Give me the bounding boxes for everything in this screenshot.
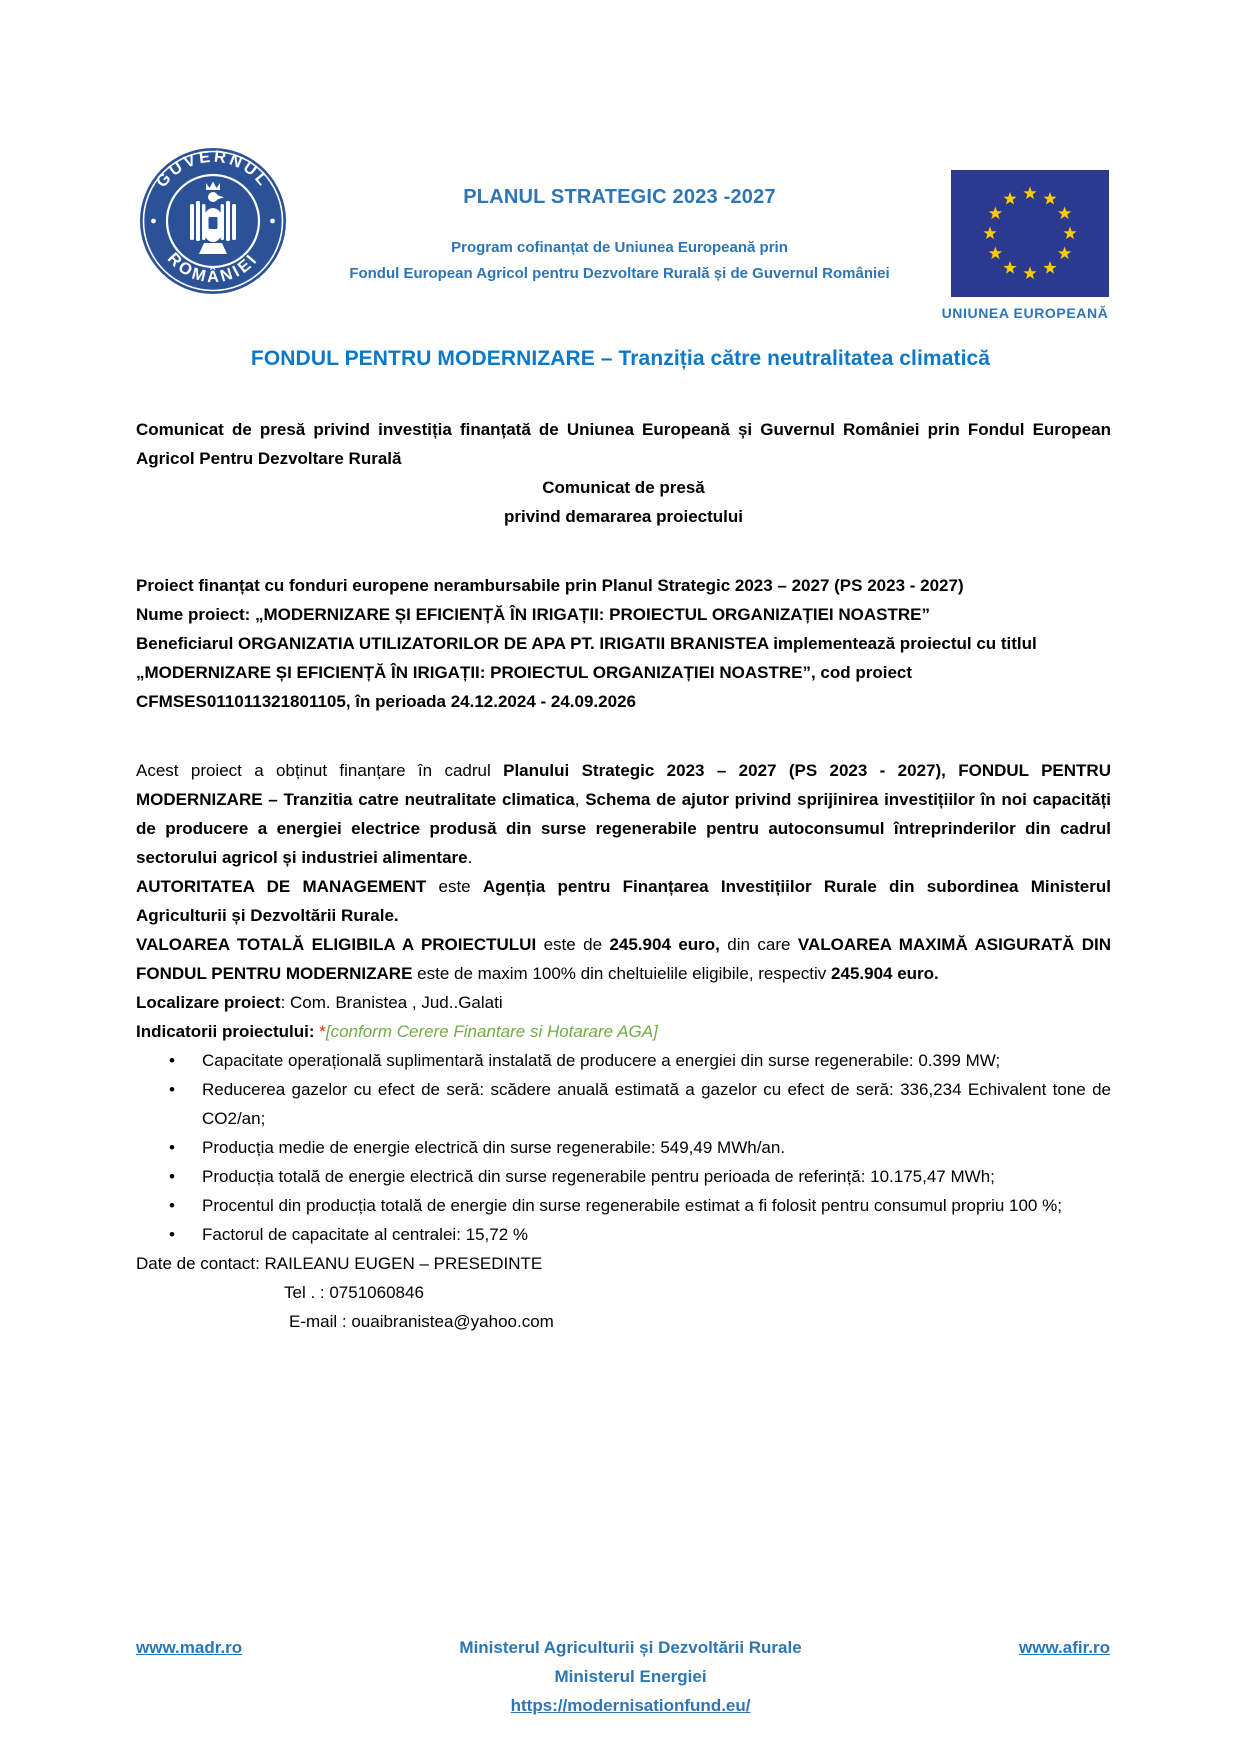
press-release-center-subtitle: privind demararea proiectului	[503, 507, 743, 526]
funding-seg-bold-2: Schema de ajutor privind sprijinirea investițiilor în noi capacități de producere a energiei electrice produsă din surse regenerabile pentru autoconsumul întreprinderilor din cadrul sectorului agricol și industriei alimentare	[136, 790, 1112, 867]
value-seg-regular-2: din care	[719, 935, 798, 954]
press-intro-paragraph: Comunicat de presă privind investiția finanțată de Uniunea Europeană și Guvernul României prin Fondul European Agricol Pentru Dezvoltare Rurală	[136, 420, 1111, 468]
indicator-item-capacity: • Capacitate operațională suplimentară instalată de producere a energiei din surse regenerabile: 0.399 MW;	[202, 1046, 1111, 1075]
authority-name: Agenția pentru Finanțarea Investițiilor Rurale din subordinea Ministerul Agriculturii și Dezvoltării Rurale.	[136, 877, 1111, 925]
indicators-list	[136, 1046, 1111, 1249]
funding-seg-regular-1: Acest proiect a obținut finanțare în cadrul	[136, 761, 504, 780]
document-body	[0, 415, 1241, 1336]
value-amount-1: 245.904 euro,	[609, 935, 720, 954]
contact-phone-line: Tel . : 0751060846	[284, 1283, 424, 1302]
location-paragraph	[136, 988, 1111, 1017]
project-beneficiary-line: Beneficiarul ORGANIZATIA UTILIZATORILOR DE APA PT. IRIGATII BRANISTEA implementează proiectul cu titlul „MODERNIZARE ȘI EFICIENȚĂ ÎN IRIGAȚII: PROIECTUL ORGANIZAȚIEI NOASTRE”, cod proiect CFMSES011011321801105, în perioada 24.12.2024 - 24.09.2026	[136, 634, 1037, 711]
project-name-line: Nume proiect: „MODERNIZARE ȘI EFICIENȚĂ ÎN IRIGAȚII: PROIECTUL ORGANIZAȚIEI NOASTRE”	[136, 605, 930, 624]
document-header	[0, 0, 1241, 321]
funding-paragraph	[136, 756, 1111, 872]
eu-flag-block	[941, 170, 1113, 321]
indicator-item-ghg: • Reducerea gazelor cu efect de seră: scădere anuală estimată a gazelor cu efect de seră: 336,234 Echivalent tone de CO2/an;	[202, 1075, 1111, 1133]
contact-email-line: E-mail : ouaibranistea@yahoo.com	[289, 1312, 554, 1331]
funding-seg-regular-3: .	[467, 848, 473, 867]
funding-seg-regular-2: ,	[574, 790, 586, 809]
eu-label: UNIUNEA EUROPEANĂ	[941, 305, 1109, 321]
value-amount-2: 245.904 euro.	[831, 964, 939, 983]
location-value: : Com. Branistea , Jud..Galati	[280, 993, 503, 1012]
indicators-paragraph	[136, 1017, 1111, 1046]
ministry-agriculture-label: Ministerul Agriculturii și Dezvoltării Rurale	[459, 1638, 802, 1657]
indicator-item-self-consumption: • Procentul din producția totală de energie din surse regenerabile estimat a fi folosit pentru consumul propriu 100 %;	[202, 1191, 1111, 1220]
document-title: FONDUL PENTRU MODERNIZARE – Tranziția către neutralitatea climatică	[250, 347, 991, 370]
document-footer	[0, 1638, 1241, 1716]
indicators-asterisk: *	[319, 1022, 326, 1041]
location-label: Localizare proiect	[136, 993, 281, 1012]
funding-seg-bold-1: Planului Strategic 2023 – 2027 (PS 2023 - 2027), FONDUL PENTRU MODERNIZARE – Tranzitia catre neutralitate climatica	[136, 761, 1111, 809]
indicator-item-avg-production: • Producția medie de energie electrică din surse regenerabile: 549,49 MWh/an.	[202, 1133, 1111, 1162]
value-seg-regular-3: este de maxim 100% din cheltuielile eligibile, respectiv	[412, 964, 832, 983]
indicators-label: Indicatorii proiectului:	[136, 1022, 320, 1041]
strategic-plan-title: PLANUL STRATEGIC 2023 -2027	[463, 186, 776, 208]
project-funding-line: Proiect finanțat cu fonduri europene nerambursabile prin Planul Strategic 2023 – 2027 (PS 2023 - 2027)	[136, 576, 964, 595]
press-release-center-title: Comunicat de presă	[542, 478, 705, 497]
guvernul-romaniei-seal-icon	[138, 146, 288, 296]
indicators-note: [conform Cerere Finantare si Hotarare AGA]	[325, 1022, 658, 1041]
authority-label: AUTORITATEA DE MANAGEMENT	[136, 877, 427, 896]
contact-name-line: Date de contact: RAILEANU EUGEN – PRESEDINTE	[136, 1254, 543, 1273]
authority-paragraph	[136, 872, 1111, 930]
value-label: VALOAREA TOTALĂ ELIGIBILA A PROIECTULUI	[136, 935, 537, 954]
ministry-energy-label: Ministerul Energiei	[554, 1667, 707, 1686]
value-seg-regular-1: este de	[536, 935, 610, 954]
seal-bottom-text: ROMÂNIEI	[163, 249, 263, 287]
project-info-block	[136, 571, 1111, 716]
modernisation-fund-link[interactable]: https://modernisationfund.eu/	[510, 1696, 751, 1715]
footer-center-block	[242, 1638, 1019, 1716]
afir-link[interactable]: www.afir.ro	[1018, 1638, 1110, 1657]
indicator-item-capacity-factor: • Factorul de capacitate al centralei: 15,72 %	[202, 1220, 1111, 1249]
header-subtitle-2: Fondul European Agricol pentru Dezvoltare Rurală și de Guvernul României	[349, 265, 890, 282]
seal-top-text: GUVERNUL	[152, 147, 274, 191]
gov-seal-svg	[138, 146, 288, 296]
header-center-block	[288, 186, 951, 282]
value-paragraph	[136, 930, 1111, 988]
value-max-label: VALOAREA MAXIMĂ ASIGURATĂ DIN FONDUL PENTRU MODERNIZARE	[136, 935, 1111, 983]
funding-details-block	[136, 756, 1111, 1336]
eu-flag-icon	[951, 170, 1109, 297]
indicator-item-total-production: • Producția totală de energie electrică din surse regenerabile pentru perioada de referință: 10.175,47 MWh;	[202, 1162, 1111, 1191]
authority-connector: este	[426, 877, 483, 896]
header-subtitle-1: Program cofinanțat de Uniunea Europeană prin	[451, 239, 788, 256]
madr-link[interactable]: www.madr.ro	[136, 1638, 243, 1657]
